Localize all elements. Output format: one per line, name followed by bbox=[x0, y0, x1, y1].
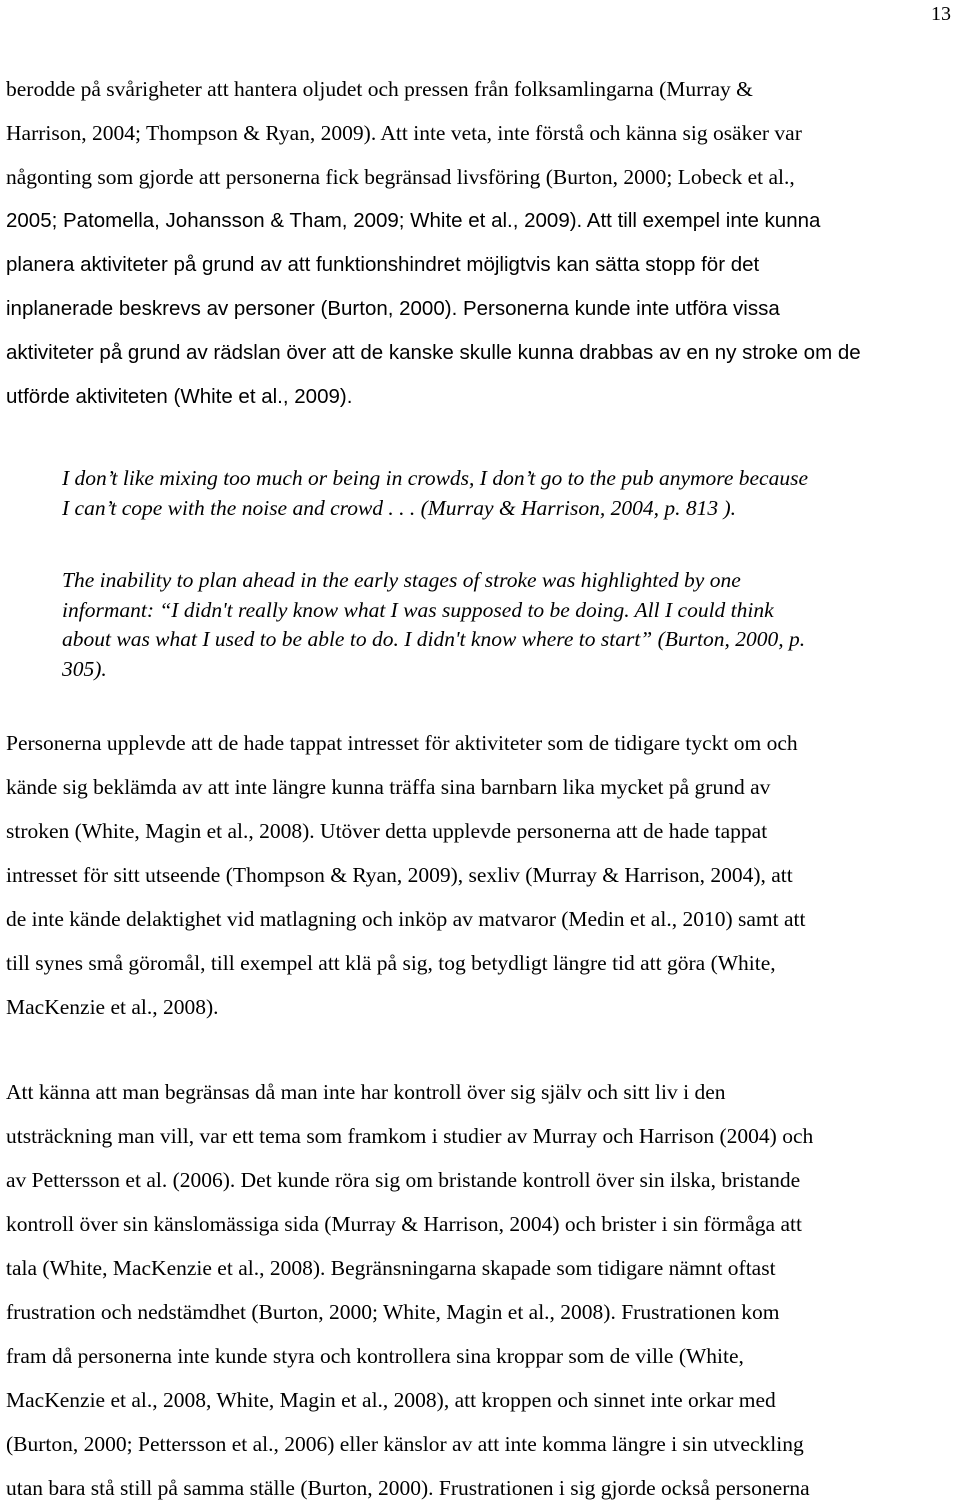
quote-line: I can’t cope with the noise and crowd . . . (Murray & Harrison, 2004, p. 813 ). bbox=[62, 495, 737, 520]
text-line: de inte kände delaktighet vid matlagning och inköp av matvaror (Medin et al., 2010) samt att bbox=[6, 907, 806, 931]
text-line: aktiviteter på grund av rädslan över att de kanske skulle kunna drabbas av en ny stroke om de bbox=[6, 341, 861, 364]
text-line: 2005; Patomella, Johansson & Tham, 2009; White et al., 2009). Att till exempel inte kunna bbox=[6, 209, 821, 232]
text-line: MacKenzie et al., 2008). bbox=[6, 995, 219, 1019]
text-line: av Pettersson et al. (2006). Det kunde röra sig om bristande kontroll över sin ilska, bristande bbox=[6, 1168, 801, 1192]
text-line: kontroll över sin känslomässiga sida (Murray & Harrison, 2004) och brister i sin förmåga att bbox=[6, 1212, 802, 1236]
text-line: berodde på svårigheter att hantera oljudet och pressen från folksamlingarna (Murray & bbox=[6, 77, 753, 101]
text-line: utan bara stå still på samma ställe (Burton, 2000). Frustrationen i sig gjorde också personerna bbox=[6, 1476, 810, 1500]
quote-line: informant: “I didn't really know what I was supposed to be doing. All I could think bbox=[62, 597, 774, 622]
text-line: utförde aktiviteten (White et al., 2009). bbox=[6, 385, 353, 408]
quote-line: I don’t like mixing too much or being in crowds, I don’t go to the pub anymore because bbox=[62, 466, 809, 490]
text-line: planera aktiviteter på grund av att funktionshindret möjligtvis kan sätta stopp för det bbox=[6, 253, 760, 276]
paragraph-loss-of-control bbox=[6, 1070, 958, 1510]
text-line: tala (White, MacKenzie et al., 2008). Begränsningarna skapade som tidigare nämnt oftast bbox=[6, 1256, 776, 1280]
paragraph-limitations bbox=[6, 67, 958, 419]
block-quote-murray bbox=[62, 464, 954, 523]
text-line: någonting som gjorde att personerna fick begränsad livsföring (Burton, 2000; Lobeck et al., bbox=[6, 165, 795, 189]
text-line: intresset för sitt utseende (Thompson & Ryan, 2009), sexliv (Murray & Harrison, 2004), att bbox=[6, 863, 793, 887]
text-line: frustration och nedstämdhet (Burton, 2000; White, Magin et al., 2008). Frustrationen kom bbox=[6, 1300, 780, 1324]
text-line: stroken (White, Magin et al., 2008). Utöver detta upplevde personerna att de hade tappat bbox=[6, 819, 768, 843]
text-line: Harrison, 2004; Thompson & Ryan, 2009). Att inte veta, inte förstå och känna sig osäker var bbox=[6, 121, 802, 145]
quote-line: The inability to plan ahead in the early stages of stroke was highlighted by one bbox=[62, 568, 741, 592]
text-line: fram då personerna inte kunde styra och kontrollera sina kroppar som de ville (White, bbox=[6, 1344, 744, 1368]
text-line: inplanerade beskrevs av personer (Burton, 2000). Personerna kunde inte utföra vissa bbox=[6, 297, 780, 320]
text-line: (Burton, 2000; Pettersson et al., 2006) eller känslor av att inte komma längre i sin utveckling bbox=[6, 1432, 804, 1456]
text-line: kände sig beklämda av att inte längre kunna träffa sina barnbarn lika mycket på grund av bbox=[6, 775, 771, 799]
block-quote-burton bbox=[62, 566, 954, 684]
page-number: 13 bbox=[931, 3, 951, 25]
text-line: till synes små göromål, till exempel att klä på sig, tog betydligt längre tid att göra (White, bbox=[6, 951, 776, 975]
text-line: MacKenzie et al., 2008, White, Magin et al., 2008), att kroppen och sinnet inte orkar med bbox=[6, 1388, 776, 1412]
text-line: utsträckning man vill, var ett tema som framkom i studier av Murray och Harrison (2004) och bbox=[6, 1124, 814, 1148]
text-line: Att känna att man begränsas då man inte har kontroll över sig själv och sitt liv i den bbox=[6, 1080, 726, 1104]
text-line: Personerna upplevde att de hade tappat intresset för aktiviteter som de tidigare tyckt om och bbox=[6, 731, 798, 755]
paragraph-lost-interest bbox=[6, 721, 958, 1029]
quote-line: about was what I used to be able to do. I didn't know where to start” (Burton, 2000, p. bbox=[62, 627, 806, 651]
quote-line: 305). bbox=[62, 656, 107, 681]
